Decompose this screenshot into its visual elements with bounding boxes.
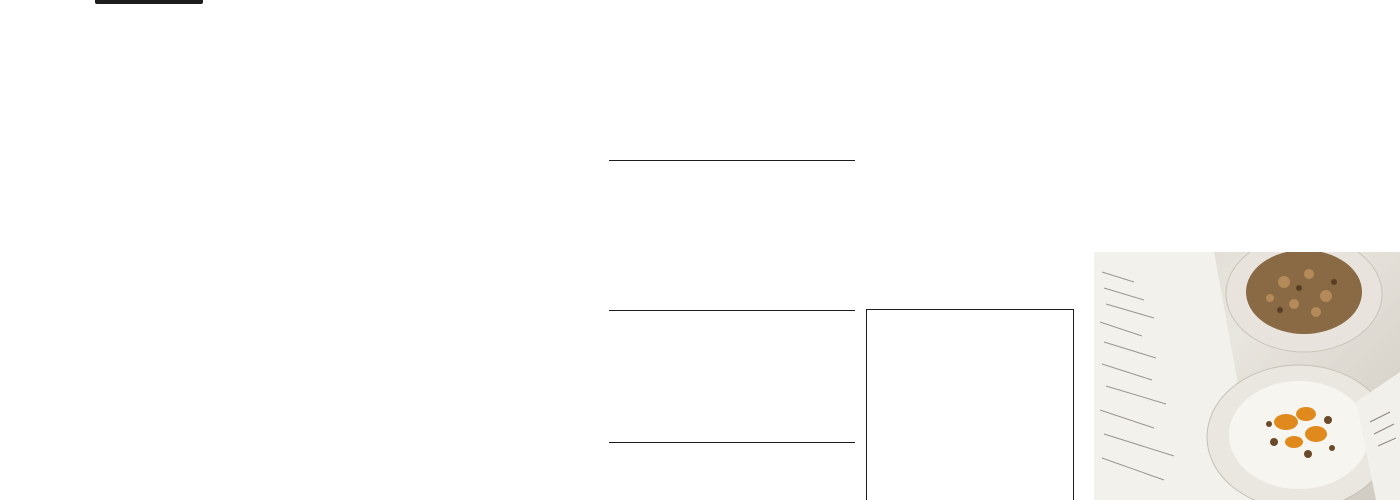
menu-thumbnail xyxy=(1094,0,1400,500)
coffee-espresso-box xyxy=(866,309,1074,500)
food-photo-illustration xyxy=(1094,252,1400,500)
section-divider xyxy=(609,310,855,311)
menu-tab-bar xyxy=(95,0,203,4)
section-divider xyxy=(609,442,855,443)
food-photo xyxy=(1094,252,1400,500)
section-divider xyxy=(609,160,855,161)
